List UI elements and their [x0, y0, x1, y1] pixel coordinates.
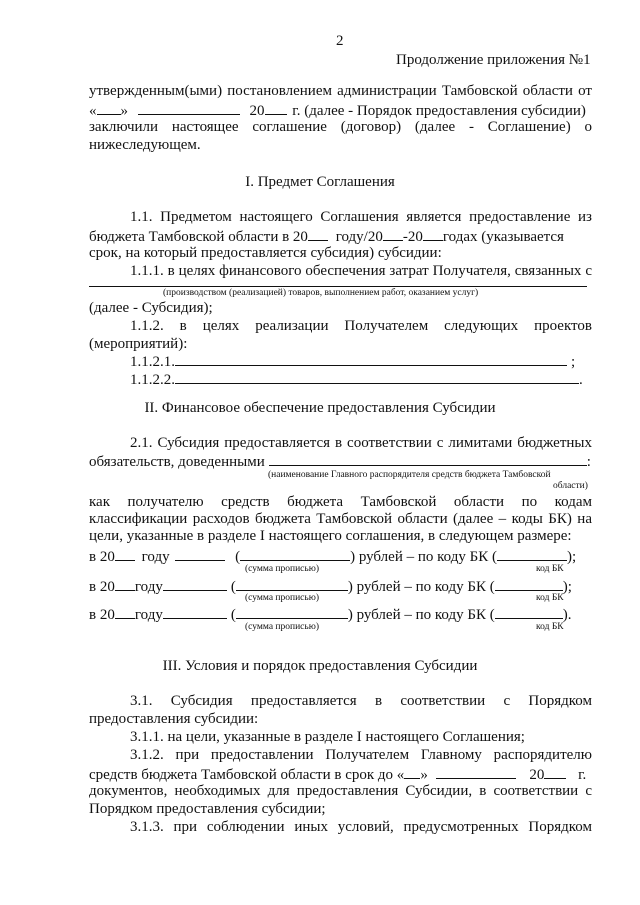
- code-hint: код БК: [536, 622, 564, 632]
- p2-1-line-3: как получателю средств бюджета Тамбовской области по кодам: [89, 494, 592, 510]
- p3-1-1: 3.1.1. на цели, указанные в разделе I настоящего Соглашения;: [130, 729, 525, 745]
- page-number: 2: [336, 33, 344, 49]
- p3-1-2-line-2: средств бюджета Тамбовской области в срок до « » 20 г.: [89, 767, 587, 783]
- p2-1-line-5: цели, указанные в разделе I настоящего соглашения, в следующем размере:: [89, 528, 572, 544]
- p1-1-line-1: 1.1. Предметом настоящего Соглашения является предоставление из: [130, 209, 592, 225]
- p2-1-line-4: классификации расходов бюджета Тамбовской области (далее – коды БК) на: [89, 511, 592, 527]
- section-2-title: II. Финансовое обеспечение предоставления Субсидии: [144, 400, 496, 416]
- intro-line-1: утвержденным(ыми) постановлением администрации Тамбовской области от: [89, 83, 592, 99]
- p1-1-2-line-2: (мероприятий):: [89, 336, 188, 352]
- amount-row: в 20 году ( ) рублей – по коду БК ( );: [89, 549, 577, 565]
- section-1-title: I. Предмет Соглашения: [245, 174, 395, 190]
- p1-1-2-line-1: 1.1.2. в целях реализации Получателем следующих проектов: [130, 318, 592, 334]
- p3-1-2-line-4: Порядком предоставления субсидии;: [89, 801, 326, 817]
- p3-1-3: 3.1.3. при соблюдении иных условий, предусмотренных Порядком: [130, 819, 592, 835]
- blank-line: [89, 286, 587, 287]
- p1-1-line-2: бюджета Тамбовской области в 20 году/20 -20 годах (указывается: [89, 229, 564, 245]
- p2-1-line-2: обязательств, доведенными :: [89, 454, 591, 470]
- p3-1-line-2: предоставления субсидии:: [89, 711, 259, 727]
- intro-line-4: нижеследующем.: [89, 137, 201, 153]
- section-3-title: III. Условия и порядок предоставления Субсидии: [162, 658, 478, 674]
- p1-1-line-3: срок, на который предоставляется субсидия) субсидии:: [89, 245, 442, 261]
- intro-line-2: « » 20 г. (далее - Порядок предоставления субсидии): [89, 103, 586, 119]
- p2-1-line-1: 2.1. Субсидия предоставляется в соответствии с лимитами бюджетных: [130, 435, 592, 451]
- code-hint: код БК: [536, 593, 564, 603]
- appendix-note: Продолжение приложения №1: [396, 52, 591, 68]
- p3-1-2-line-1: 3.1.2. при предоставлении Получателем Главному распорядителю: [130, 747, 592, 763]
- amount-hint: (сумма прописью): [245, 622, 319, 632]
- code-hint: код БК: [536, 564, 564, 574]
- p1-1-2-1: 1.1.2.1. ;: [130, 354, 576, 370]
- intro-line-3: заключили настоящее соглашение (договор) (далее - Соглашение) о: [89, 119, 592, 135]
- amount-row: в 20 году ( ) рублей – по коду БК ( );: [89, 579, 572, 595]
- p1-1-1: 1.1.1. в целях финансового обеспечения затрат Получателя, связанных с: [130, 263, 592, 279]
- p1-1-2-2: 1.1.2.2. .: [130, 372, 583, 388]
- hint-distributor-b: области): [553, 481, 588, 491]
- hint-production: (производством (реализацией) товаров, выполнением работ, оказанием услуг): [163, 288, 479, 298]
- p3-1-line-1: 3.1. Субсидия предоставляется в соответствии с Порядком: [130, 693, 592, 709]
- p3-1-2-line-3: документов, необходимых для предоставления Субсидии, в соответствии с: [89, 783, 592, 799]
- subsidy-ref: (далее - Субсидия);: [89, 300, 213, 316]
- amount-row: в 20 году ( ) рублей – по коду БК ( ).: [89, 607, 572, 623]
- amount-hint: (сумма прописью): [245, 593, 319, 603]
- amount-hint: (сумма прописью): [245, 564, 319, 574]
- hint-distributor-a: (наименование Главного распорядителя средств бюджета Тамбовской: [268, 470, 551, 480]
